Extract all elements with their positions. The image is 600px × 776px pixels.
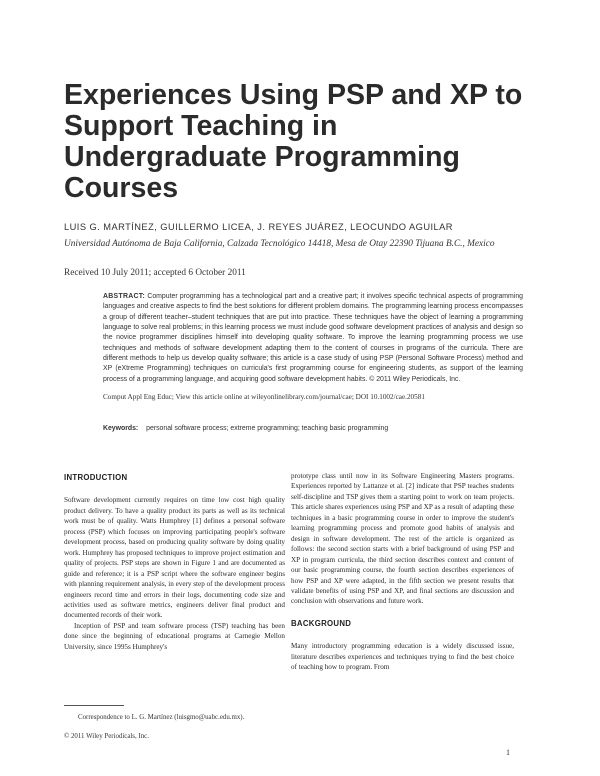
correspondence-note: Correspondence to L. G. Martínez (luisgmo@uabc.edu.mx). [78, 714, 245, 721]
affiliation: Universidad Autónoma de Baja California, Calzada Tecnológico 14418, Mesa de Otay 22390 Tijuana B.C., Mexico [64, 239, 495, 249]
page-number: 1 [506, 748, 510, 757]
section-heading-introduction: INTRODUCTION [64, 473, 128, 482]
keywords [103, 425, 523, 432]
intro-paragraph-1: Software development currently requires on time low cost high quality product delivery. To have a quality product its parts as well as its technical work must be of quality. Watts Humphrey [1] defines a personal software process (PSP) which focuses on improving participating people's software development process, based on producing quality software by doing quality work. Humphrey has proposed techniques to improve project estimation and quality of projects. PSP steps are shown in Figure 1 and are documented as guide and reference; it is a PSP script where the software engineer begins with planning requirement analysis, in every step of the development process engineers record time and errors in their logs, documenting code size and activities used as software metrics, engineers deliver final product and documented records of their work. [64, 496, 285, 620]
copyright-note: © 2011 Wiley Periodicals, Inc. [64, 733, 149, 740]
keywords-label: Keywords: [103, 425, 139, 432]
abstract-label: ABSTRACT: [103, 293, 146, 300]
footnote-rule [64, 705, 124, 706]
citation-line: Comput Appl Eng Educ; View this article online at wileyonlinelibrary.com/journal/cae; DOI 10.1002/cae.20581 [103, 393, 425, 401]
body-column-right [291, 471, 514, 673]
intro-paragraph-2: Inception of PSP and team software process (TSP) teaching has been done since the beginning of educational programs at Carnegie Mellon University, since 1995s Humphrey's [64, 621, 285, 651]
received-dates: Received 10 July 2011; accepted 6 October 2011 [64, 268, 246, 278]
section-heading-background: BACKGROUND [291, 618, 352, 628]
abstract [103, 292, 523, 385]
body-column-left [64, 471, 285, 652]
background-paragraph-1: Many introductory programming education is a widely discussed issue, literature describes experiences and techniques trying to find the best choice of teaching how to program. From [291, 642, 514, 672]
keywords-text: personal software process; extreme programming; teaching basic programming [146, 425, 389, 432]
author-list: LUIS G. MARTÍNEZ, GUILLERMO LICEA, J. REYES JUÁREZ, LEOCUNDO AGUILAR [64, 222, 453, 232]
intro-paragraph-3: prototype class until now in its Software Engineering Masters programs. Experiences reported by Lattanze et al. [2] indicate that PSP teaches students self-discipline and TSP gives them a starting point to work on team projects. This article shares experiences using PSP and XP as a result of adapting these techniques in a basic programming course in order to improve the student's learning programming process and promote good habits of analysis and design in software development. The rest of the article is organized as follows: the second section starts with a brief background of using PSP and XP in program curricula, the third section describes context and content of our basic programming course, the fourth section describes experiences of how PSP and XP were adapted, in the fifth section we present results that validate benefits of using PSP and XP, and final sections are discussion and conclusion with observations and future work. [291, 472, 514, 606]
abstract-text: Computer programming has a technological part and a creative part; it involves specific technical aspects of programming languages and creative aspects to find the best solutions for different problem domains. The programming learning process encompasses a group of different teacher–student techniques that are put into practice. These techniques have the object of learning a programming language to solve real problems; in this learning process we must include good software development practices of analysis and design so the novice programmer disciplines himself into developing quality software. To improve the learning programming process we use techniques and methods of software development adapting them to the content of courses in programs of the curricula. There are different methods to help us develop quality software; this article is a case study of using PSP (Personal Software Process) method and XP (eXtreme Programming) techniques on curricula's first programming course for engineering students, as support of the learning process of a programming language, and acquiring good software development habits. © 2011 Wiley Periodicals, Inc. [103, 293, 523, 383]
footnote [64, 712, 294, 743]
paper-title: Experiences Using PSP and XP to Support Teaching in Undergraduate Programming Courses [64, 79, 523, 204]
